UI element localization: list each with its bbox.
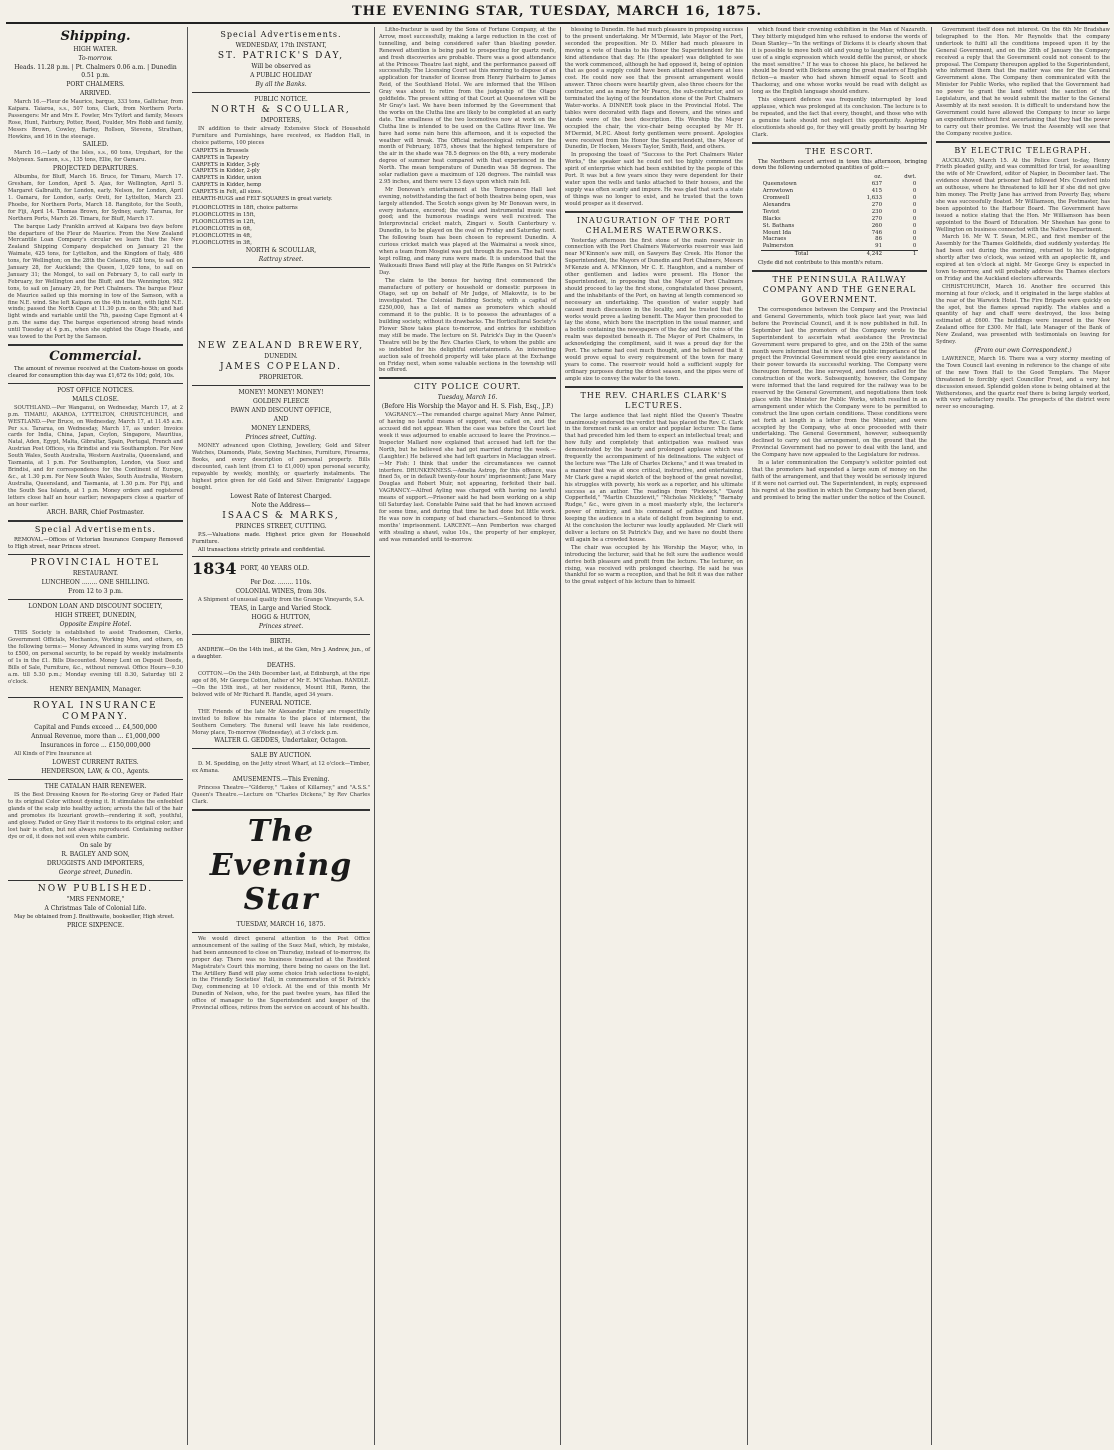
masthead [6, 4, 1108, 24]
cutting-address: PRINCES STREET, CUTTING. [235, 522, 327, 530]
escort-oz: 1,633 [866, 195, 883, 202]
commercial-text: The amount of revenue received at the Custom-house on goods cleared for consumption this day was £1,672 6s 10d; gold, 10s. [8, 366, 183, 379]
escort-dwt: 0 [912, 201, 917, 208]
news-text-8: Government itself does not interest. On the 6th Mr Bradshaw telegraphed to the Hon. Mr Reynolds that the company undertook to fulfil all the conditions imposed upon it by the General Government, and on the 28th of January the Company received a reply that the Government could not consent to the proposal. The Company thereupon applied to the Superintendent, who informed them that the matter was one for the General Government alone. The Company then communicated with the Minister for Public Works, who replied that the Government had no power to grant the land without the sanction of the Legislature, and that he would submit the matter to the General Assembly at its next session. It is difficult to understand how the Government could have allowed the Company to incur so large an expenditure without first ascertaining that they had the power to carry out their promise. We trust the Assembly will see that the Company receive justice. [936, 27, 1110, 137]
port-year: 1834 [192, 559, 237, 579]
railway-text-2: In a later communication the Company's solicitor pointed out that the promoters had expended a large sum of money on the faith of the arrangement, and that they would be seriously injured if it were not carried out. The Superintendent, in reply, expressed his regret at the position in which the Company had been placed, and promised to bring the matter under the notice of the Council. [752, 460, 927, 501]
escort-total-label: Total [794, 251, 809, 258]
carpet-item: CARPETS in Kidder, 2-ply [192, 168, 260, 175]
rattray-street: Rattray street. [258, 256, 304, 264]
brewery-space [192, 271, 370, 341]
escort-row [761, 216, 919, 223]
mails-text: SOUTHLAND.—Per Wanganui, on Wednesday, March 17, at 2 p.m. TIMARU, AKAROA, LYTTELTON, CHRISTCHURCH, and WESTLAND.—Per Bruce, on Wednesday, March 17, at 11.45 a.m. Per s.s. Tararua, on Wednesday, March 17, as under: Invoice cards for India, China, Japan, Ceylon, Singapore, Mauritius, Natal, Aden, Egypt, Malta, Gibraltar, Spain, Portugal, French and Austrian Post Offices, via Brindisi and via Southampton. For New South Wales, South Australia, Western Australia, Queensland, and Tasmania, at 1 p.m. For Southampton, London, via Suez and Brindisi, and for correspondence for the Continent of Europe, &c., at 1.30 p.m. For New South Wales, South Australia, Western Australia, Queensland, and Tasmania, at 1.30 p.m. For Fiji, and the South Sea Islands, at 1 p.m. Money orders and registered letters close half an hour earlier; newspapers close a quarter of an hour earlier. [8, 404, 183, 508]
escort-place: Palmerston [762, 243, 794, 250]
lowest-rate: Lowest Rate of Interest Charged. [230, 492, 332, 500]
royal-text: All Kinds of Fire Insurance at [14, 751, 92, 758]
clarke-text-2: The chair was occupied by his Worship the Mayor, who, in introducing the lecturer, said that he felt sure the audience would derive both pleasure and profit from the lecture. The lecturer, on rising, was received with prolonged cheering. He said he was thankful for so warm a reception, and that he felt it was due rather to the great subject of his lecture than to himself. [565, 544, 743, 586]
funeral-text: THE Friends of the late Mr Alexander Finlay are respectfully invited to follow his remains to the place of interment, the Southern Cemetery. The funeral will leave his late residence, Moray place, To-morrow (Wednesday), at 3 o'clock p.m. [192, 708, 370, 736]
catalan-heading: THE CATALAN HAIR RENEWER. [44, 783, 147, 791]
carpet-item: CARPETS in Felt, all sizes. [192, 189, 263, 196]
funeral-heading: FUNERAL NOTICE. [250, 699, 312, 707]
police-court-text: VAGRANCY.—The remanded charge against Mary Anne Palmer, of having no lawful means of support, was called on, and the accused did not appear. When the case was before the Court last week it was adjourned to enable accused to leave the Province.—Inspector Mallard now explained that accused had left for the North, but he believed she had got married during the week.—(Laughter.) He believed she had left quarters in Maclaggan street.—Mr Fish: I think that under the circumstances we cannot interfere. DRUNKENNESS.—Amelia Astrop, for this offence, was fined 5s, or in default twenty-four hours' imprisonment; Jane Mary Douglas and Robert Muir, not appearing, forfeited their bail. VAGRANCY.—Alfred Ayling was charged with having no lawful means of support.—Prisoner said he had been working on a ship till Saturday last. Constable Paine said that he had known accused for some time, and during that time he had done but little work. He was now in company of bad characters.—Sentenced to three months' imprisonment. LARCENY.—Ann Pemberton was charged with stealing a shawl, value 10s., the property of her employer, and was remanded until to-morrow. [379, 412, 556, 543]
note-address: Note the Address— [251, 501, 311, 509]
restaurant: RESTAURANT. [72, 570, 119, 578]
money-lenders: MONEY LENDERS, [251, 425, 311, 433]
floorcloth-item: FLOORCLOTHS in 4ft, [192, 232, 252, 239]
clarke-text: The large audience that last night filled the Queen's Theatre unanimously endorsed the verdict that has placed the Rev. C. Clark in the foremost rank as an orator and popular lecturer. The fame that had preceded him led them to expect an intellectual treat; and how fully and completely that anticipation was realised was demonstrated by the hearty and prolonged applause which was frequently the accompaniment of his delineations. The subject of the lecture was "The Life of Charles Dickens," and it was treated in a manner that was at once critical, instructive, and entertaining. Mr Clark gave a rapid sketch of the boyhood of the great novelist, his struggles with poverty, his work as a reporter, and his ultimate success as an author. The readings from "Pickwick," "David Copperfield," "Martin Chuzzlewit," "Nicholas Nickleby," "Barnaby Rudge," &c., were given in a most masterly style, the lecturer's power of mimicry, and his command of pathos and humour, keeping the audience in a state of delight from beginning to end. At the conclusion the lecturer was loudly applauded. Mr Clark will deliver a lecture on St Patrick's Day, and we have no doubt there will again be a crowded house. [565, 412, 743, 543]
public-holiday: A PUBLIC HOLIDAY [250, 72, 312, 79]
confidential: All transactions strictly private and confidential. [198, 546, 326, 553]
floorcloth-item: FLOORCLOTHS in 6ft, [192, 225, 252, 232]
royal-rates: LOWEST CURRENT RATES. [52, 759, 139, 767]
princes-street: Princes street. [258, 623, 304, 631]
teas: TEAS, in Large and Varied Stock. [230, 605, 332, 613]
fenmore-title: "MRS FENMORE," [66, 895, 125, 903]
projected-label: PROJECTED DEPARTURES. [52, 165, 139, 173]
importers: IMPORTERS, [260, 117, 302, 124]
escort-note: Clyde did not contribute to this month's return. [758, 260, 884, 267]
st-patricks-day: ST. PATRICK'S DAY, [217, 51, 345, 61]
escort-oz: 415 [871, 188, 883, 195]
escort-dwt: 0 [912, 195, 917, 202]
royal-capital: Capital and Funds exceed ... £4,500,000 [34, 724, 157, 732]
escort-row [761, 202, 919, 209]
escort-dwt: 0 [912, 222, 917, 229]
north-scoullar-sign: NORTH & SCOULLAR, [245, 247, 317, 255]
sailed-label: SAILED. [82, 141, 109, 149]
news-text-2: Mr Donovan's entertainment at the Temperance Hall last evening, notwithstanding the fact of both theatres being open, was largely attended. The Scotch songs given by Mr Donovan were, in every instance, encored; the vocal and instrumental music was good; and the humorous readings were well received. The Interprovincial cricket match, Zingari v. South Canterbury v. Dunedin, is to be played on the oval on Friday and Saturday next. The following team has been chosen to represent Dunedin. A curious cricket match was played at the Waimairai a week since, when a team from Mosgiel was put through its paces. The ball was kept rolling, and many runs were made. It is understood that the Waikouaiti Brass Band will play at the Rifle Ranges on St Patrick's Day. [379, 186, 556, 276]
floorcloth-item: FLOORCLOTHS in 3ft, [192, 239, 252, 246]
unit-dwt: dwt. [904, 174, 917, 181]
escort-table [761, 174, 919, 258]
railway-heading: THE PENINSULA RAILWAY COMPANY AND THE GENERAL GOVERNMENT. [762, 275, 917, 305]
escort-place: Queenstown [762, 181, 797, 188]
by-banks: By all the Banks. [255, 81, 307, 88]
police-court-bench: (Before His Worship the Mayor and H. S. Fish, Esq., J.P.) [381, 403, 554, 411]
escort-place: Arrowtown [762, 188, 794, 195]
undertaker: WALTER G. GEDDES, Undertaker, Octagon. [214, 737, 348, 745]
bagley-address: George street, Dunedin. [58, 868, 133, 876]
brewery-town: DUNEDIN. [264, 353, 298, 361]
masthead-evening-star: The Evening Star [209, 813, 353, 917]
column-6 [932, 27, 1114, 1445]
escort-total-dwt: 1 [912, 251, 917, 258]
north-scoullar: NORTH & SCOULLAR, [211, 105, 351, 115]
braithwaite: May be obtained from J. Braithwaite, bookseller, High street. [14, 913, 175, 920]
sale-heading: SALE BY AUCTION. [250, 752, 312, 760]
port-title: PORT, 40 YEARS OLD. [240, 565, 309, 573]
escort-oz: 270 [871, 215, 883, 222]
escort-oz: 270 [871, 201, 883, 208]
column-4 [561, 27, 747, 1445]
telegraph-text-4: LAWRENCE, March 16. There was a very stormy meeting of the Town Council last evening in reference to the change of site of the new Town Hall to the Good Templars. The Mayor threatened to forcibly eject Councillor Frost, and a very hot discussion ensued. Splendid golden stone is being obtained at the Wetherstones, and the quartz reef there is being largely worked, with very satisfactory results. The prospects of the district were never so encouraging. [936, 355, 1110, 411]
amusements-heading: AMUSEMENTS.—This Evening. [232, 776, 330, 784]
brewery-owner: JAMES COPELAND. [220, 362, 342, 373]
mails-close-label: MAILS CLOSE. [72, 395, 119, 403]
escort-oz: 86 [875, 236, 883, 243]
price: PRICE SIXPENCE. [66, 921, 125, 929]
escort-oz: 91 [875, 243, 883, 250]
escort-oz: 230 [871, 208, 883, 215]
escort-dwt: 0 [912, 181, 917, 188]
unit-oz: oz. [874, 174, 883, 181]
column-3 [375, 27, 560, 1445]
removal-notice: REMOVAL.—Offices of Victorian Insurance Company Removed to High street, near Princes street. [8, 537, 183, 551]
tide-times: Heads. 11.28 p.m. | Pt. Chalmers 0.06 a.m. | Dunedin 0.51 p.m. [14, 64, 177, 79]
news-text-3: The claim to the bonus for having first commenced the manufacture of pottery or household or domestic purposes in Otago, set up on behalf of Mr Judge, of Mlakovitz, is to be investigated. The Colonial Building Society, with a capital of £250,000, has a list of names as promoters which should command it to the public. It is to possess the advantages of a building society, without its drawbacks. The Horticultural Society's Flower Show takes place to-morrow, and entries for exhibition may still be made. The lecture on St. Patrick's Day in the Queen's Theatre will be by the Rev. Charles Clark, to whom the public are so indebted for his delightful entertainments. An interesting auction sale of freehold property will take place at the Exchange on Friday next, when some valuable sections in the township will be offered. [379, 277, 556, 374]
bagley-trade: DRUGGISTS AND IMPORTERS, [46, 859, 145, 867]
royal-insurance: ROYAL INSURANCE COMPANY. [33, 701, 158, 723]
golden-fleece: GOLDEN FLEECE [253, 398, 309, 406]
amusements-text: Princess Theatre—"Gilderoy," "Lakes of Killarney," and "A.S.S." Queen's Theatre.—Lecture on "Charles Dickens," by Rev Charles Clark. [192, 785, 370, 806]
commercial-heading: Commercial. [49, 349, 142, 364]
escort-row [761, 223, 919, 230]
escort-row [761, 209, 919, 216]
luncheon: LUNCHEON ........ ONE SHILLING. [41, 579, 150, 587]
princes-cutting: Princes street, Cutting. [245, 434, 317, 442]
brewery-proprietor: PROPRIETOR. [258, 374, 304, 382]
loan-society: LONDON LOAN AND DISCOUNT SOCIETY, [28, 603, 163, 611]
carpet-item: CARPETS in Brussels [192, 147, 249, 154]
port-chalmers-label: PORT CHALMERS. [66, 81, 125, 88]
carpet-item: CARPETS in Tapestry [192, 154, 249, 161]
catalan-text: IS the Best Dressing Known for Re-storing Grey or Faded Hair to its original Color without dyeing it. It stimulates the enfeebled glands of the scalp into healthy action; arrests the fall of the hair and promotes its luxuriant growth—rendering it soft, youthful, and glossy. Faded or Grey Hair it restores to its original color; and lost hair is often, but not always reproduced. Containing neither dye or oil, it does not soil even white cambric. [8, 792, 184, 840]
colonial-wines: COLONIAL WINES, from 30s. [235, 588, 327, 596]
post-office-heading: POST OFFICE NOTICES. [57, 386, 134, 394]
deaths-heading: DEATHS. [266, 662, 296, 670]
shipping-heading: Shipping. [60, 29, 131, 44]
escort-dwt: 0 [912, 236, 917, 243]
escort-oz: 746 [871, 229, 883, 236]
telegraph-heading: BY ELECTRIC TELEGRAPH. [954, 145, 1092, 155]
loan-opposite: Opposite Empire Hotel. [59, 621, 132, 629]
public-notice: PUBLIC NOTICE. [254, 96, 308, 103]
column-1 [4, 27, 187, 1445]
news-text-4: blessing to Dunedin. He had much pleasure in proposing success to the present undertaking. Mr M'Dermid, late Mayor of the Port, seconded the proposition. Mr D. Miller had much pleasure in moving a vote of thanks to his Honor the Superintendent for his kind attendance that day. He (the speaker) was delighted to see the work commenced, although he had opposed it, being of opinion that as good a supply could have been attained elsewhere at less cost. He could now see that the present arrangement would answer. Three cheers were heartily given, also three cheers for the contractor, and as many for Mr Pearce, the sub-contractor, and so terminated the laying of the foundation stone of the Port Chalmers Water-works. A DINNER took place in the Provincial Hotel. The tables were decorated with flags and flowers, and the wines and viands were of the best description. His Worship the Mayor occupied the chair, the vice-chair being occupied by Mr H. M'Dermid, M.P.C. About forty gentlemen were present. Apologies were received from his Honor the Superintendent, the Mayor of Dunedin, Dr Hocken, Messrs Taylor, Smith, Reid, and others. [565, 27, 743, 151]
carpet-item: CARPETS in Kidder, hemp [192, 182, 262, 189]
arrived-label: ARRIVED. [80, 90, 111, 97]
carpet-item: HEARTH-RUGS and FELT SQUARES in great variety. [192, 196, 333, 203]
escort-row [761, 195, 919, 202]
police-court-date: Tuesday, March 16. [437, 394, 498, 402]
escort-oz: 260 [871, 222, 883, 229]
escort-total-row [761, 251, 919, 258]
escort-heading: THE ESCORT. [805, 146, 874, 156]
escort-row [761, 181, 919, 188]
observed: Will be observed as [251, 63, 311, 70]
escort-place: Blacks [762, 215, 781, 222]
shipping-news: The barque Lady Franklin arrived at Kaipara two days before the departure of the Fleur de Maurice. From the New Zealand Mercantile Loan Company's circular we learn that the New Zealand Shipping Company despatched on January 21 the Waimate, 425 tons, for Lyttelton, and the Kingdom of Italy, 486 tons, for Wellington; on the 28th the Celaeno, 628 tons, to sail on January 28, for Auckland; the Queen, 1,029 tons, to sail on January 31; the Mongol, to sail on February 5, to call early in February, for Wellington and the Bluff; and the Wennington, 982 tons, to sail on January 29, for Port Chalmers. The barque Fleur de Maurice sailed up this morning in tow of the Samson, with a fine N.E. wind. She left Kaipara on the 4th instant, with light N.E. winds; passed the North Cape at 11.30 p.m. on the 5th; and had light winds and variable until the 7th, passing Cape Egmont at 4 p.m. the same day. The barque experienced strong head winds until Tuesday at 4 p.m., when she sighted the Otago Heads, and was towed to the Port by the Samson. [8, 223, 183, 341]
grange-wine: A Shipment of unusual quality from the Grange Vineyards, S.A. [198, 597, 365, 604]
escort-dwt: 0 [912, 208, 917, 215]
escort-place: Teviot [762, 208, 780, 215]
projected-text: Albumba, for Bluff, March 16. Bruce, for Timaru, March 17. Gresham, for London, April 5. Ajax, for Wellington, April 5. Margaret Galbraith, for London, early. Nelson, for London, April 1. Oamaru, for London, early. Oreti, for Lyttelton, March 23. Phoebe, for Northern Ports, March 18. Rangitoto, for the South, for Fiji, April 14. Thomas Brown, for Sydney, early. Tararua, for Northern Ports, March 26. Timaru, for Bluff, March 17. [8, 174, 183, 222]
news-text-7: This eloquent defence was frequently interrupted by loud applause, which was prolonged at its conclusion. The lecture is to be repeated, and the fact that every, thought, and those who with a genuine taste should not neglect this opportunity. Aspiring elocutionists should go, for they will greatly profit by hearing Mr Clark. [752, 97, 927, 138]
and-label: AND [273, 416, 289, 424]
railway-text: The correspondence between the Company and the Provincial and General Governments, which took place last year, was laid before the Provincial Council, and it is now published in full. In September last the promoters of the Company wrote to the Superintendent to ascertain what assistance the Provincial Government were prepared to give, and on the 25th of the same month were informed that in view of the public importance of the project the Provincial Government would give every assistance in their power towards its successful working. The Company were thereupon formed, the line surveyed, and tenders called for the construction of the work. Subsequently, however, the Company were informed that the land required for the railway was to be reserved by the General Government, and negotiations then took place with the Minister for Public Works, which resulted in an arrangement under which the Company were to be permitted to construct the line upon certain conditions. These conditions were set forth at length in a letter from the Minister, and were accepted by the Company, who at once proceeded with their undertaking. The General Government, however, subsequently declined to carry out the arrangement, on the ground that the Provincial Government had no power to deal with the land, and the Company have now appealed to the Legislature for redress. [752, 307, 927, 459]
royal-income: Annual Revenue, more than ... £1,000,000 [31, 733, 160, 741]
carpet-item: CARPETS in Kidder, 3-ply [192, 161, 260, 168]
royal-insurances: Insurances in force ... £150,000,000 [40, 742, 151, 750]
issue-date: TUESDAY, MARCH 16, 1875. [236, 920, 326, 928]
page-title: THE EVENING STAR, TUESDAY, MARCH 16, 1875. [351, 4, 763, 19]
on-sale-by: On sale by [79, 841, 112, 849]
loan-address: HIGH STREET, DUNEDIN, [54, 612, 137, 620]
loan-manager: HENRY BENJAMIN, Manager. [49, 686, 142, 694]
floorcloths-list [192, 205, 370, 246]
escort-oz: 637 [871, 181, 883, 188]
escort-dwt: 0 [912, 229, 917, 236]
provincial-hotel: PROVINCIAL HOTEL [30, 558, 161, 569]
luncheon-time: From 12 to 3 p.m. [68, 588, 123, 596]
news-text-6: which found their crowning exhibition in the Man of Nazareth. They bitterly misjudged him who refused to endorse the words of Dean Stanley—"In the writings of Dickens it is clearly shown that it is possible to move both old and young to laughter, without the use of a single expression which would defile the purest, or shock the most sensitive." If he was to choose his place, he believed he should be found with Dickens among the great masters of English fiction—a master who had shown himself equal to Scott and Thackeray, and one whose works would be read with delight as long as the English language should endure. [752, 27, 927, 96]
isaacs-marks: ISAACS & MARKS, [222, 510, 340, 521]
escort-place: Cromwell [762, 195, 790, 202]
telegraph-text-1: AUCKLAND, March 15. At the Police Court to-day, Henry Frieth pleaded guilty, and was committed for trial, for assaulting the wife of Mr Crawford, editor of Napier, in December last. The evidence showed that prisoner had followed Mrs Crawford into an outhouse, where he threatened to kill her if she did not give him money. The Pretty Jane has arrived from Poverty Bay, where she was successfully floated. Mr Williamson, the Postmaster, has been appointed to the Harbour Board. The Government have issued a notice stating that the Hon. Mr Williamson has been appointed to the Board of Education. Mr Sheehan has gone to Wellington on business connected with the Native Department. [936, 157, 1110, 233]
brewery-name: NEW ZEALAND BREWERY, [197, 341, 365, 352]
telegraph-text-3: CHRISTCHURCH, March 16. Another fire occurred this morning at four o'clock, and it originated in the large stables at the rear of the Warwick Hotel. The Fire Brigade were quickly on the spot, but the flames spread rapidly. The stables and a quantity of hay and chaff were destroyed, the loss being estimated at £600. The buildings were insured in the New Zealand office for £300. Mr Hall, late Manager of the Bank of New Zealand, was presented with testimonials on leaving for Sydney. [936, 283, 1110, 346]
valuations: P.S.—Valuations made. Highest price given for Household Furniture. [192, 531, 370, 545]
sale-text: D. M. Spedding, on the Jetty street Wharf, at 12 o'clock—Timber, ex Amana. [192, 761, 370, 775]
north-intro: IN addition to their already Extensive Stock of Household Furniture and Furnishings, have received, ex Haddon Hall, in choice patterns, 100 pieces [192, 126, 370, 146]
bagley-name: R. BAGLEY AND SON, [61, 850, 130, 858]
royal-agents: HENDERSON, LAW, & CO., Agents. [41, 768, 150, 776]
tomorrow-label: To-morrow. [78, 55, 113, 62]
escort-intro: The Northern escort arrived in town this afternoon, bringing down the following undernoted quantities of gold:— [752, 158, 927, 172]
escort-place: Alexandra [762, 201, 791, 208]
floorcloth-item: FLOORCLOTHS in 12ft, [192, 218, 256, 225]
special-ads-heading-2: Special Advertisements. [220, 30, 342, 39]
pawn-office: PAWN AND DISCOUNT OFFICE, [230, 407, 332, 415]
news-text-1: Litho-fracteur is used by the Sons of Fortune Company, at the Arrow, most successfully, making a large reduction in the cost of tunnelling, and being considered safer than blasting powder. Renewed attention is being paid to prospecting for quartz reefs, and fresh discoveries are probable. There was a good attendance at the Princess Theatre last night, and the performance passed off successfully. The Licensing Court sat this morning to dispose of an application for transfer of license from Henry Fairbairn to James Reid, of the Southland Hotel. We are informed that the Wilson Gray was about to retire from the judgeship of the Otago goldfields. The present sitting of that Court at Queenstown will be Mr Gray's last. We have been informed by the Government that the works on the Clutha line are likely to be completed at an early date. The smallness of the two locomotives now at work on the Clutha line is intended to be used on the Catlins River line. We have had some rain here this afternoon, and it is expected the weather will break. The Official meteorological return for the month of February, 1875, shows that the highest temperature of the air in the shade was 78.5 degrees on the 6th, a very moderate degree of summer heat compared with that experienced in the North. The mean temperature of Dunedin was 58 degrees. The solar radiation gave a maximum of 126 degrees. The rainfall was 2.95 inches, and there were 13 days upon which rain fell. [379, 27, 556, 185]
hogg-hutton: HOGG & HUTTON, [251, 614, 311, 622]
floorcloth-item: FLOORCLOTHS in 18ft, choice patterns [192, 204, 298, 211]
deaths-text: COTTON.—On the 24th December last, at Edinburgh, at the ripe age of 86, Mr George Cotton, father of Mr E. M'Glashan. RANDLE.—On the 15th inst., at her residence, Mount Hill, Remn, the beloved wife of Mr Richard R. Randle, aged 34 years. [192, 671, 370, 698]
escort-row [761, 236, 919, 243]
inauguration-text: Yesterday afternoon the first stone of the main reservoir in connection with the Port Chalmers Waterworks reservoir was laid near M'Kinnon's saw mill, on Sawyers Bay Creek. His Honor the Superintendent, the Mayors of Dunedin and Port Chalmers, Messrs M'Kenzie and A. M'Kinnon, Mr C. E. Haughton, and a number of other gentlemen and ladies were present. His Honor the Superintendent, in proposing that the Mayor of Port Chalmers should proceed to lay the first stone, congratulated those present, and the inhabitants of the Port, on having at length commenced so necessary an undertaking. The question of water supply had caused much discussion in the locality, and he trusted that the works would prove a lasting benefit. The Mayor then proceeded to lay the stone, which bore the inscription in the usual manner, and a bottle containing the newspapers of the day and the coins of the realm was deposited beneath it. The Mayor of Port Chalmers, in acknowledging the compliment, said it was a proud day for the Port. The scheme had cost much thought, and he believed that it would prove equal to every requirement of the town for many years to come. The reservoir would hold a sufficient supply for ordinary purposes during the driest season, and the pipes were of ample size to convey the water to the town. [565, 237, 743, 382]
high-water-label: HIGH WATER. [73, 46, 118, 53]
arrivals-text: March 16.—Fleur de Maurice, barque, 333 tons, Gallichar, from Kaipara. Taiaroa, s.s., 507 tons, Clark, from Northern Ports. Passengers: Mr and Mrs E. Fowler, Mrs Tylfort and family, Messrs Rose, Hunt, Fairbury, Potter, Reed, Foulder, Mrs Robb and family, Messrs Brown, Cowley, Barley, Rollson, Stevens, Strathan, Howkins, and 16 in the steerage. [8, 99, 183, 140]
column-5 [748, 27, 931, 1445]
escort-row [761, 230, 919, 237]
escort-dwt: 0 [912, 215, 917, 222]
port-ad [192, 560, 370, 578]
carpet-item: CARPETS in Kidder, union [192, 175, 262, 182]
news-text-5: In proposing the toast of "Success to the Port Chalmers Water Works," the speaker said he could not too highly commend the spirit of enterprise which had been exhibited by the people of this Port. It was but a few years since they were dependent for their water upon the wells and tanks attached to their houses, and the supply was often scanty and impure. He was glad that such a state of things was no longer to exist, and he trusted that the town would prosper as it deserved. [565, 152, 743, 207]
escort-dwt: 0 [912, 188, 917, 195]
own-correspondent: (From our own Correspondent.) [974, 346, 1072, 354]
carpets-list [192, 148, 370, 203]
loan-text: THIS Society is established to assist Tradesmen, Clerks, Government Officials, Mechanics, Working Men, and others, on the following terms:— Money Advanced in sums varying from £5 to £500, on personal security, to be repaid by weekly instalments of 1s in the £1. Bills Discounted. Money Lent on Deposit Deeds, Bills of Sale, Furniture, &c., without removal. Office Hours—9.30 a.m. till 5.30 p.m.; Monday evening till 8.30, Saturday till 2 o'clock. [8, 630, 183, 685]
escort-place: Mount Ida [762, 229, 792, 236]
escort-place: Macraes [762, 236, 787, 243]
escort-units-row [761, 174, 919, 181]
now-published: NOW PUBLISHED. [37, 883, 154, 894]
wednesday: WEDNESDAY, 17th INSTANT, [235, 42, 327, 49]
telegraph-text-2: March 16. Mr W. T. Swan, M.P.C., and first member of the Assembly for the Thames Goldfields, died suddenly yesterday. He had been out during the morning, returned to his lodgings shortly after two o'clock, was seized with an apoplectic fit, and expired at ten o'clock at night. Mr George Grey is expected in town to-morrow, and will probably address the Thames electors on Friday and the Auckland electors afterwards. [936, 234, 1110, 282]
escort-row [761, 243, 919, 250]
columns [4, 27, 1110, 1447]
per-doz: Per Doz. ........ 110s. [250, 579, 312, 587]
escort-dwt: 0 [912, 243, 917, 250]
clarke-lectures-heading: THE REV. CHARLES CLARK'S LECTURES. [580, 390, 728, 410]
money-text: MONEY advanced upon Clothing, Jewellery, Gold and Silver Watches, Diamonds, Plate, Sewing Machines, Furniture, Firearms, Books, and every description of personal property. Bills discounted, cash lent (from £1 to £1,000) upon personal security, repayable by weekly, monthly, or quarterly instalments. The highest price given for old Gold and Silver. Emigrants' Luggage bought. [192, 443, 370, 491]
special-ads-heading: Special Advertisements. [34, 525, 157, 535]
police-court-heading: CITY POLICE COURT. [413, 382, 522, 392]
escort-place: St. Bathans [762, 222, 795, 229]
leader-text: We would direct general attention to the Post Office announcement of the sailing of the Suez Mail, which, by mistake, had been announced to close on Thursday, instead of to-morrow, its proper day. There was no business transacted at the Resident Magistrate's Court this morning, there being no cases on the list. The Artillery Band will play some choice Irish selections to-night, in the Friendly Societies' Hall, in commemoration of St Patrick's Day, commencing at 10 o'clock. At the end of this month Mr Dunedin of Nelson, who, for the past twelve years, has filled the office of manager to the Superintendent and keeper of the Provincial offices, retires from the service on account of his health. [192, 935, 370, 1012]
money-heading: MONEY! MONEY! MONEY! [238, 389, 324, 397]
sailed-text: March 16.—Lady of the Isles, s.s., 60 tons, Urquhart, for the Molyneux. Samson, s.s., 135 tons, Ellie, for Oamaru. [8, 150, 183, 164]
escort-total-oz: 4,242 [866, 251, 883, 258]
birth-text: ANDREW.—On the 14th inst., at the Glen, Mrs J. Andrew, jun., of a daughter. [192, 647, 370, 661]
fenmore-desc: A Christmas Tale of Colonial Life. [44, 904, 147, 912]
birth-heading: BIRTH. [269, 638, 293, 646]
column-2 [188, 27, 374, 1445]
postmaster-signature: ARCH. BARR, Chief Postmaster. [46, 509, 145, 517]
escort-row [761, 188, 919, 195]
floorcloth-item: FLOORCLOTHS in 15ft, [192, 211, 256, 218]
inauguration-heading: INAUGURATION OF THE PORT CHALMERS WATERWORKS. [576, 215, 732, 235]
